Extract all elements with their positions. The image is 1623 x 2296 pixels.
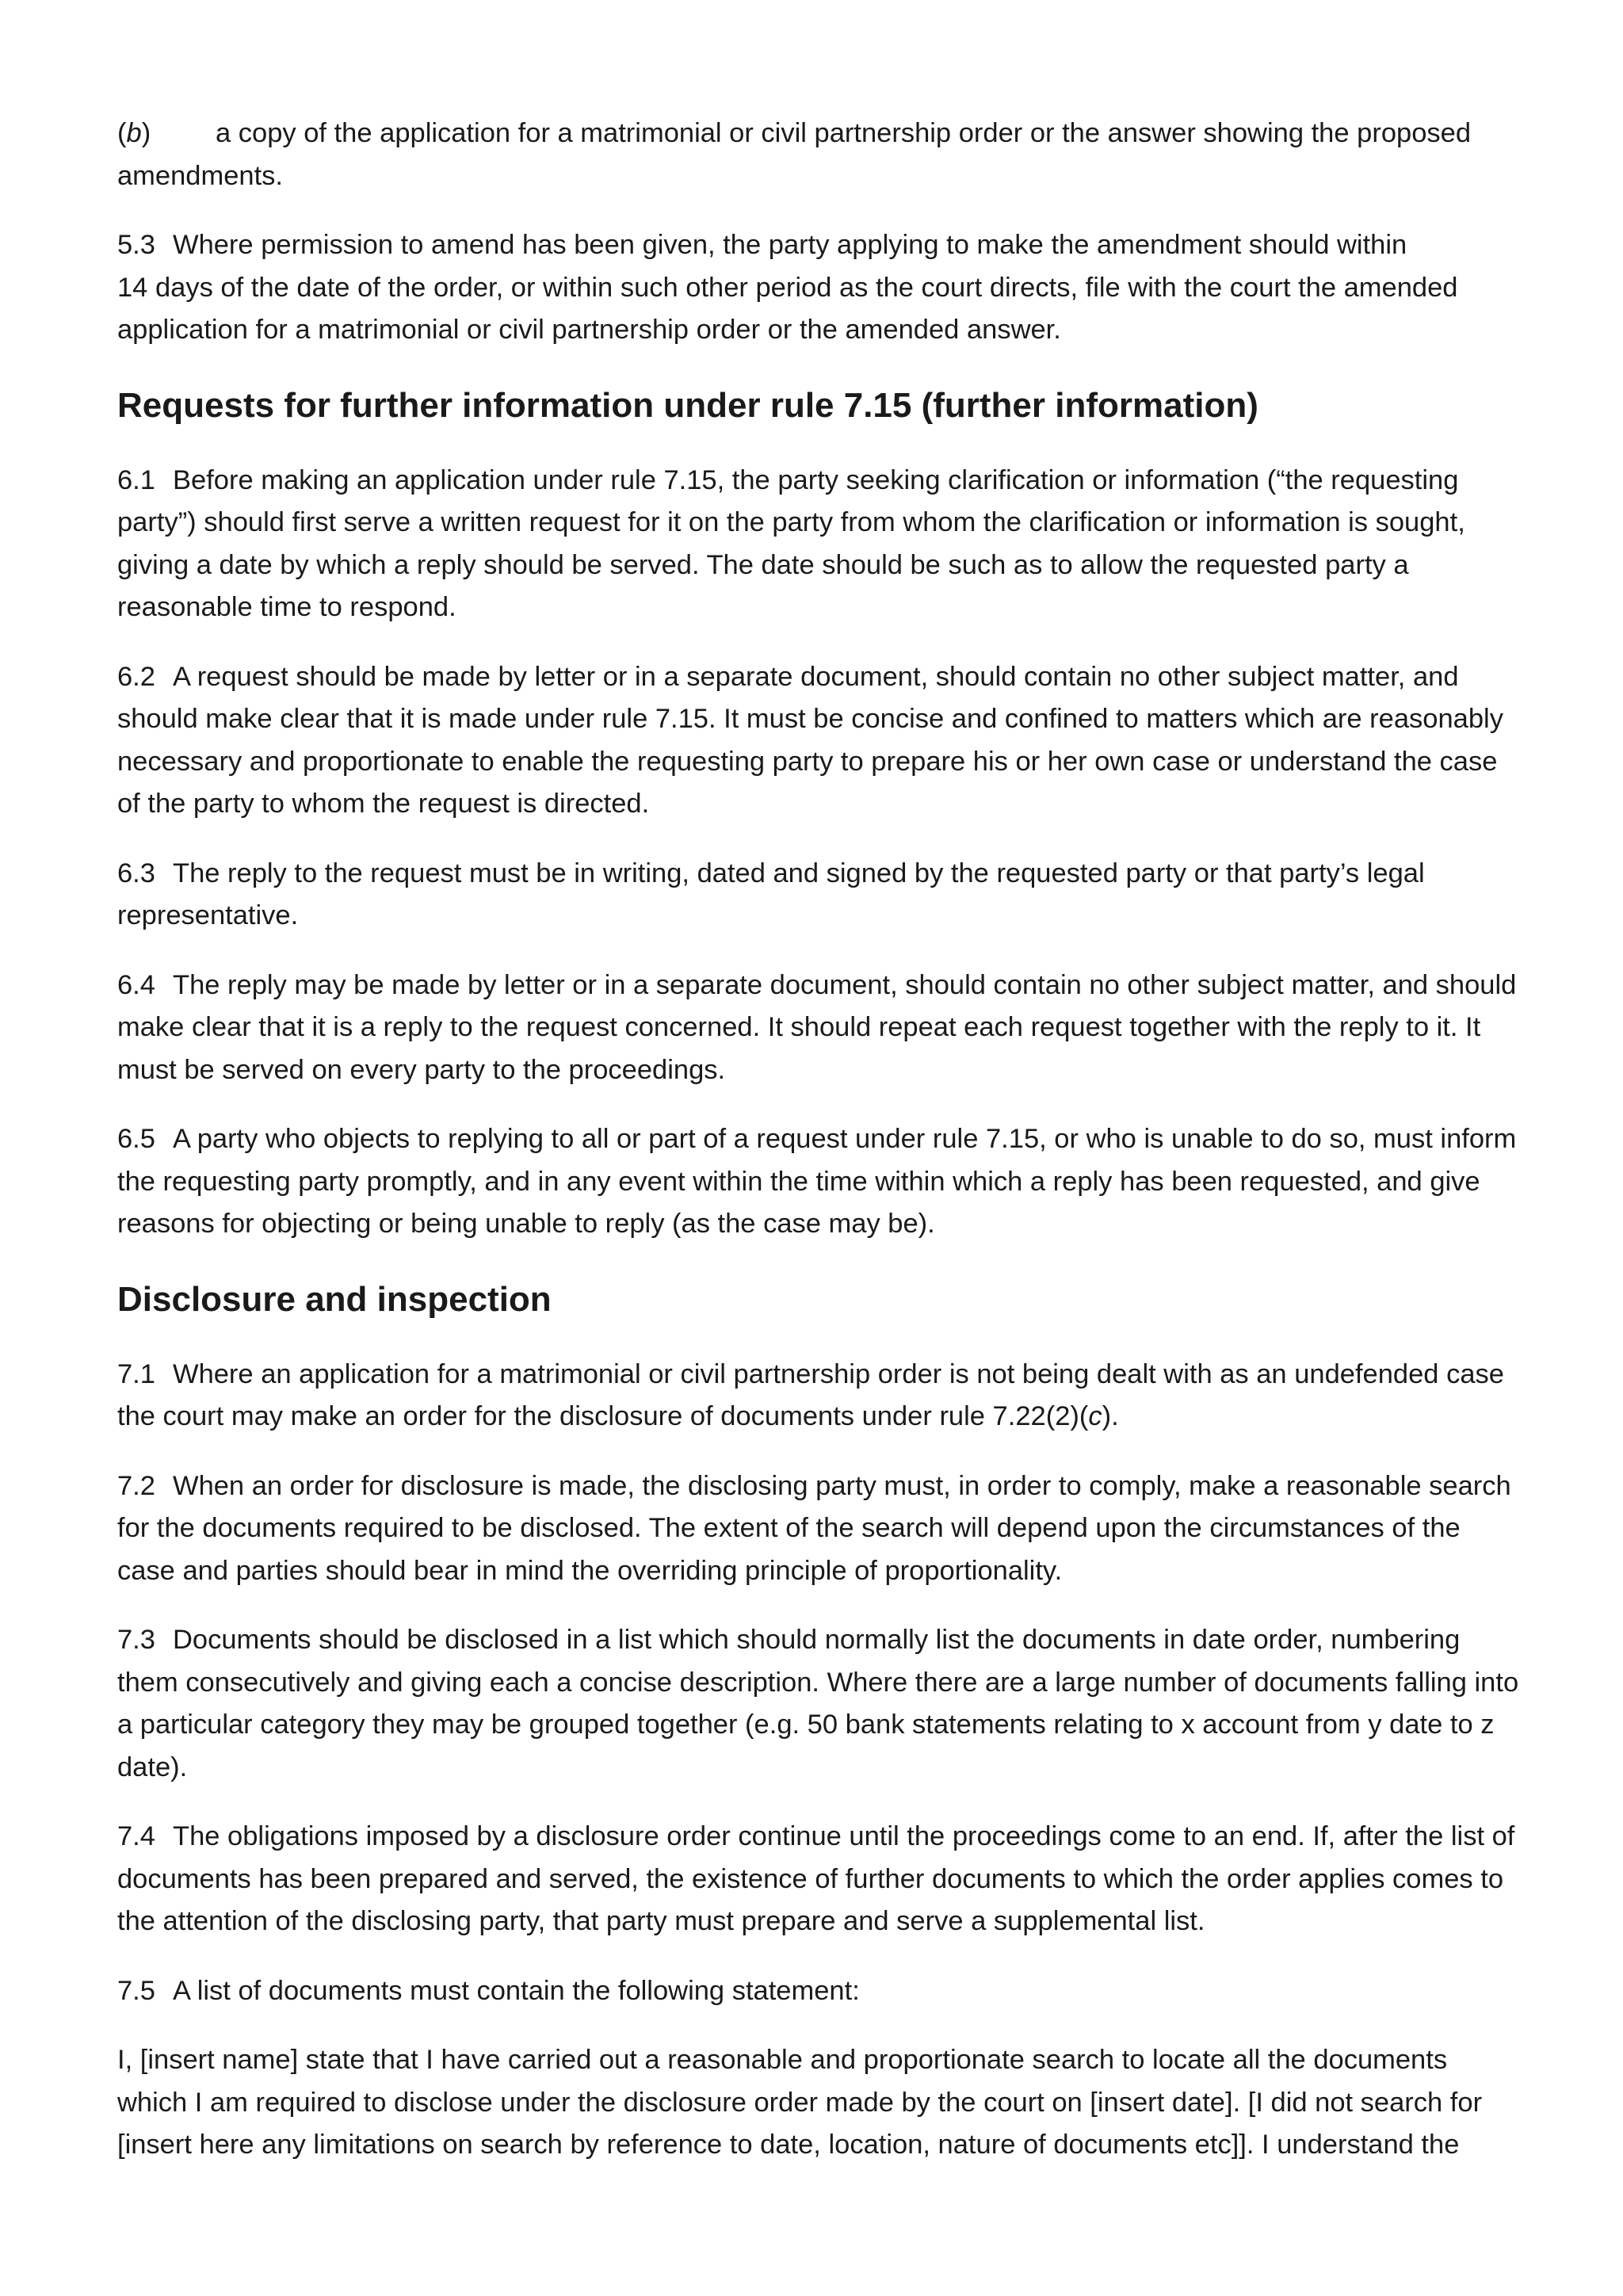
paragraph-text: Before making an application under rule 7.15, the party seeking clarification or information (“the requesting party”) should first serve a written request for it on the party from whom the clarification or information is sought, giving a date by which a reply should be served. The date should be such as to allow the requested party a reasonable time to respond. xyxy=(117,464,1465,622)
paragraph-number: 7.4 xyxy=(117,1821,155,1851)
paragraph-number: 6.1 xyxy=(117,464,155,495)
item-text: a copy of the application for a matrimonial or civil partnership order or the answer showing the proposed amendments. xyxy=(117,118,1472,191)
item-b xyxy=(117,113,1520,197)
paragraph-number: 5.3 xyxy=(117,230,155,260)
paragraph-text-italic: c xyxy=(1088,1401,1102,1431)
paragraph-5-3 xyxy=(117,224,1520,352)
paragraph-text: The obligations imposed by a disclosure order continue until the proceedings come to an end. If, after the list of documents has been prepared and served, the existence of further documents to which the order applies comes to the attention of the disclosing party, that party must prepare and serve a supplemental list. xyxy=(117,1821,1515,1936)
paragraph-text: Where permission to amend has been given, the party applying to make the amendment should within xyxy=(173,230,1407,260)
paragraph-7-1 xyxy=(117,1354,1520,1438)
paragraph-text: When an order for disclosure is made, the disclosing party must, in order to comply, make a reasonable search for the documents required to be disclosed. The extent of the search will depend upon the circumstances of the case and parties should bear in mind the overriding principle of proportionality. xyxy=(117,1470,1511,1586)
paragraph-7-5 xyxy=(117,1970,1520,2013)
paragraph-6-2 xyxy=(117,656,1520,826)
section-heading-disclosure: Disclosure and inspection xyxy=(117,1279,552,1319)
paragraph-number: 6.3 xyxy=(117,858,155,888)
paragraph-6-1 xyxy=(117,460,1520,629)
paragraph-number: 7.5 xyxy=(117,1975,155,2006)
paragraph-number: 7.1 xyxy=(117,1358,155,1389)
paragraph-6-5 xyxy=(117,1118,1520,1246)
paragraph-number: 6.5 xyxy=(117,1124,155,1154)
paragraph-text: ). xyxy=(1102,1401,1119,1431)
paragraph-text: Where an application for a matrimonial or civil partnership order is not being dealt with as an undefended case the court may make an order for the disclosure of documents under rule 7.22(2)( xyxy=(117,1358,1504,1431)
paragraph-6-4 xyxy=(117,965,1520,1092)
section-heading-further-information: Requests for further information under rule 7.15 (further information) xyxy=(117,385,1258,425)
paragraph-text: A party who objects to replying to all or part of a request under rule 7.15, or who is unable to do so, must inform the requesting party promptly, and in any event within the time within which a reply has been requested, and give reasons for objecting or being unable to reply (as the case may be). xyxy=(117,1124,1517,1239)
paragraph-number: 7.2 xyxy=(117,1470,155,1501)
paragraph-7-4 xyxy=(117,1816,1520,1943)
paragraph-number: 7.3 xyxy=(117,1625,155,1655)
paragraph-7-2 xyxy=(117,1465,1520,1593)
item-label: (b) xyxy=(117,118,151,148)
paragraph-text: 14 days of the date of the order, or within such other period as the court directs, file with the court the amended application for a matrimonial or civil partnership order or the amended answer. xyxy=(117,272,1458,345)
paragraph-number: 6.2 xyxy=(117,661,155,692)
paragraph-7-3 xyxy=(117,1619,1520,1789)
paragraph-text: The reply may be made by letter or in a separate document, should contain no other subject matter, and should make clear that it is a reply to the request concerned. It should repeat each request together with the reply to it. It must be served on every party to the proceedings. xyxy=(117,969,1517,1085)
disclosure-statement: I, [insert name] state that I have carried out a reasonable and proportionate search to locate all the documents which I am required to disclose under the disclosure order made by the court on [insert date]. [I did not search for [insert here any limitations on search by reference to date, location, nature of documents etc]]. I understand the xyxy=(117,2045,1483,2160)
paragraph-6-3 xyxy=(117,853,1520,938)
paragraph-text: The reply to the request must be in writing, dated and signed by the requested party or that party’s legal representative. xyxy=(117,858,1425,930)
paragraph-number: 6.4 xyxy=(117,969,155,1000)
paragraph-text: Documents should be disclosed in a list which should normally list the documents in date order, numbering them consecutively and giving each a concise description. Where there are a large number of documents falling into a particular category they may be grouped together (e.g. 50 bank statements relating to x account from y date to z date). xyxy=(117,1625,1519,1782)
paragraph-text: A list of documents must contain the following statement: xyxy=(173,1975,860,2006)
paragraph-text: A request should be made by letter or in a separate document, should contain no other subject matter, and should make clear that it is made under rule 7.15. It must be concise and confined to matters which are reasonably necessary and proportionate to enable the requesting party to prepare his or her own case or understand the case of the party to whom the request is directed. xyxy=(117,661,1503,819)
